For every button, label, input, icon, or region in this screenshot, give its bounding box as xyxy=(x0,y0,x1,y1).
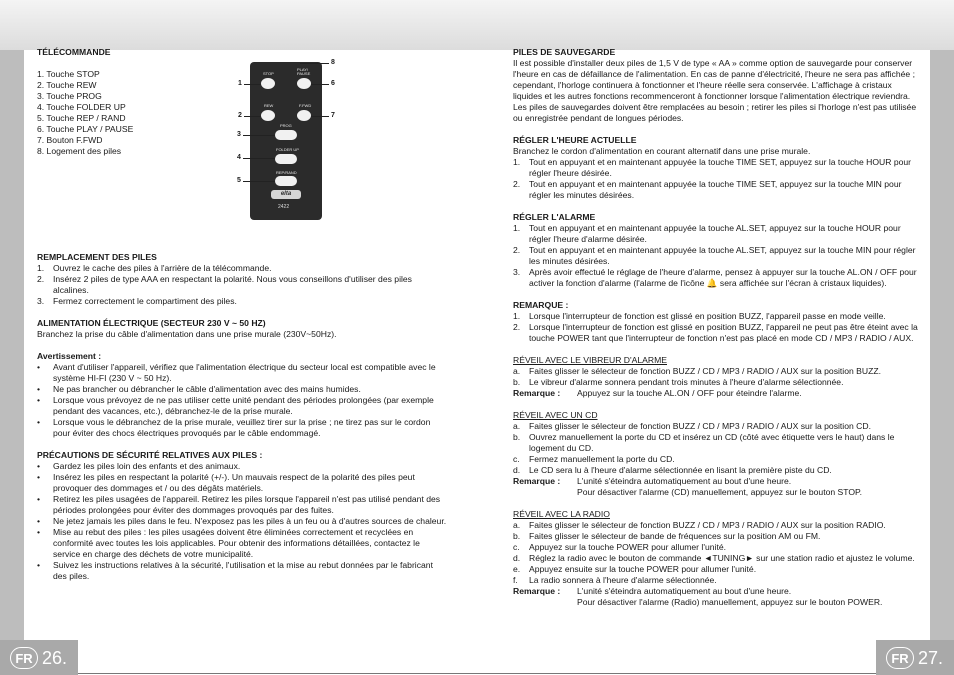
cd-steps xyxy=(513,421,921,476)
list-item xyxy=(513,179,921,201)
list-item: 2. Touche REW xyxy=(37,80,97,90)
list-item xyxy=(37,461,449,472)
language-badge: FR xyxy=(10,647,38,669)
ffwd-label: F.FWD xyxy=(299,103,312,108)
list-item: 3. Touche PROG xyxy=(37,91,102,101)
list-item: 7. Bouton F.FWD xyxy=(37,135,103,145)
list-item xyxy=(513,267,921,289)
list-marker: d. xyxy=(513,465,521,475)
bullet-icon: • xyxy=(37,560,41,570)
list-item: 8. Logement des piles xyxy=(37,146,122,156)
callout-5: 5 xyxy=(237,177,241,184)
cd-title: RÉVEIL AVEC UN CD xyxy=(513,410,598,420)
callout-line xyxy=(311,116,329,117)
radio-steps xyxy=(513,520,921,586)
power-text: Branchez la prise du câble d'alimentation dans une prise murale (230V~50Hz). xyxy=(37,329,337,339)
list-item-text: Faites glisser le sélecteur de fonction BUZZ / CD / MP3 / RADIO / AUX sur la position RADIO. xyxy=(529,520,886,530)
bullet-icon: • xyxy=(37,362,41,372)
list-item xyxy=(513,223,921,245)
list-marker: 2. xyxy=(37,274,45,284)
list-item: 5. Touche REP / RAND xyxy=(37,113,126,123)
rew-button xyxy=(261,110,275,121)
list-item xyxy=(513,454,921,465)
list-item-text: Ouvrez manuellement la porte du CD et insérez un CD (côté avec étiquette vers le haut) dans le logement du CD. xyxy=(529,432,895,453)
warning-title: Avertissement : xyxy=(37,351,102,361)
radio-remark xyxy=(513,586,921,597)
prog-button xyxy=(275,130,297,140)
rep-rand-label: REP/RAND xyxy=(276,170,297,175)
list-item-text: Faites glisser le sélecteur de fonction BUZZ / CD / MP3 / RADIO / AUX sur la position CD. xyxy=(529,421,871,431)
list-item xyxy=(37,384,449,395)
list-marker: f. xyxy=(513,575,518,585)
list-item xyxy=(513,542,921,553)
list-item: 6. Touche PLAY / PAUSE xyxy=(37,124,134,134)
list-item xyxy=(37,516,449,527)
callout-line xyxy=(243,135,275,136)
list-marker: 3. xyxy=(37,296,45,306)
list-item-text: Ne jetez jamais les piles dans le feu. N'exposez pas les piles à un feu ou à d'autres sources de chaleur. xyxy=(53,516,447,526)
callout-line xyxy=(244,116,261,117)
callout-7: 7 xyxy=(331,112,335,119)
alarm-steps xyxy=(513,223,921,289)
list-item-text: Suivez les instructions relatives à la sécurité, l'utilisation et la mise au rebut données par le fabricant des piles. xyxy=(53,560,433,581)
bullet-icon: • xyxy=(37,494,41,504)
page-number-left xyxy=(10,646,67,670)
list-item xyxy=(513,157,921,179)
cd-remark xyxy=(513,476,921,487)
list-item-text: Tout en appuyant et en maintenant appuyée la touche TIME SET, appuyez sur la touche MIN pour régler les minutes désirées. xyxy=(529,179,902,200)
list-item xyxy=(37,417,449,439)
time-intro: Branchez le cordon d'alimentation en courant alternatif dans une prise murale. xyxy=(513,146,811,156)
backup-text: Il est possible d'installer deux piles de 1,5 V de type « AA » comme option de sauvegarde pour conserver l'heure en cas de défaillance de l'alimentation. En cas de panne d'électricité, l'heure ne sera pas affichée ; cependant, l'horloge continuera à fonctionner et l'heure réelle sera conservée. L'affichage à cristaux liquides et les autres fonctions recommenceront à fonctionner lorsque l'alimentation électrique reviendra. Les piles de sauvegardes doivent être remplacées au besoin ; retirer les piles si l'horloge n'est pas utilisée ou enregistrée pendant de longues périodes. xyxy=(513,58,917,123)
remark-list xyxy=(513,311,921,344)
brand-logo: elta xyxy=(271,190,301,199)
list-item xyxy=(513,366,921,377)
bullet-icon: • xyxy=(37,516,41,526)
callout-6: 6 xyxy=(331,80,335,87)
play-pause-label: PLAY/ PAUSE xyxy=(297,67,311,76)
remark-key: Remarque : xyxy=(513,586,561,596)
list-item-text: Insérez les piles en respectant la polarité (+/-). Un mauvais respect de la polarité des piles peut provoquer des dommages et / ou des dégâts matériels. xyxy=(53,472,415,493)
list-item-text: La radio sonnera à l'heure d'alarme sélectionnée. xyxy=(529,575,717,585)
list-item-text: Ouvrez le cache des piles à l'arrière de la télécommande. xyxy=(53,263,272,273)
header-band xyxy=(0,0,954,50)
folder-up-button xyxy=(275,154,297,164)
callout-line xyxy=(244,84,261,85)
list-item xyxy=(37,494,449,516)
list-item-text: Appuyez ensuite sur la touche POWER pour allumer l'unité. xyxy=(529,564,757,574)
rep-rand-button xyxy=(275,176,297,186)
list-marker: 1. xyxy=(513,157,521,167)
list-item-text: Le vibreur d'alarme sonnera pendant trois minutes à l'heure d'alarme sélectionnée. xyxy=(529,377,844,387)
list-item xyxy=(513,575,921,586)
rew-label: REW xyxy=(264,103,274,108)
list-item-text: Insérez 2 piles de type AAA en respectant la polarité. Nous vous conseillons d'utiliser des piles alcalines. xyxy=(53,274,412,295)
list-item xyxy=(513,564,921,575)
bullet-icon: • xyxy=(37,417,41,427)
model-number: 2422 xyxy=(278,204,290,210)
list-item-text: Tout en appuyant et en maintenant appuyée la touche AL.SET, appuyez sur la touche HOUR pour régler l'heure d'alarme désirée. xyxy=(529,223,901,244)
list-item-text: Lorsque l'interrupteur de fonction est glissé en position BUZZ, l'appareil passe en mode veille. xyxy=(529,311,886,321)
alarm-title: RÉGLER L'ALARME xyxy=(513,212,596,222)
buzz-remark xyxy=(513,388,921,399)
buzz-steps xyxy=(513,366,921,388)
list-item-text: Fermez correctement le compartiment des piles. xyxy=(53,296,237,306)
callout-2: 2 xyxy=(238,112,242,119)
list-marker: 1. xyxy=(513,223,521,233)
time-title: RÉGLER L'HEURE ACTUELLE xyxy=(513,135,637,145)
remark-text-2: Pour désactiver l'alarme (CD) manuellement, appuyez sur le bouton STOP. xyxy=(577,487,863,497)
page-number: 26. xyxy=(42,647,68,668)
backup-title: PILES DE SAUVEGARDE xyxy=(513,47,616,57)
list-item xyxy=(37,472,449,494)
list-item xyxy=(37,527,449,560)
list-item xyxy=(37,395,449,417)
remark-text: L'unité s'éteindra automatiquement au bout d'une heure. xyxy=(577,476,792,486)
left-margin-band xyxy=(0,50,24,675)
list-marker: 2. xyxy=(513,245,521,255)
list-marker: e. xyxy=(513,564,521,574)
callout-1: 1 xyxy=(238,80,242,87)
remark-text: L'unité s'éteindra automatiquement au bout d'une heure. xyxy=(577,586,792,596)
right-page xyxy=(513,47,921,608)
remark-text-2: Pour désactiver l'alarme (Radio) manuellement, appuyez sur le bouton POWER. xyxy=(577,597,883,607)
callout-line xyxy=(311,84,329,85)
prog-label: PROG xyxy=(280,123,292,128)
list-item xyxy=(37,274,449,296)
play-pause-button xyxy=(297,78,311,89)
list-marker: 1. xyxy=(513,311,521,321)
remark-key: Remarque : xyxy=(513,476,561,486)
language-badge: FR xyxy=(886,647,914,669)
stop-button xyxy=(261,78,275,89)
list-item-text: Gardez les piles loin des enfants et des animaux. xyxy=(53,461,241,471)
stop-label: STOP xyxy=(263,71,274,76)
list-marker: 2. xyxy=(513,179,521,189)
list-marker: c. xyxy=(513,454,520,464)
list-item-text: Faites glisser le sélecteur de fonction BUZZ / CD / MP3 / RADIO / AUX sur la position BUZZ. xyxy=(529,366,881,376)
time-steps xyxy=(513,157,921,201)
list-item xyxy=(513,432,921,454)
remote-button-list xyxy=(37,69,237,157)
list-item xyxy=(513,465,921,476)
list-item: 4. Touche FOLDER UP xyxy=(37,102,126,112)
warning-list xyxy=(37,362,449,439)
page-number: 27. xyxy=(918,647,944,668)
list-item-text: Tout en appuyant et en maintenant appuyée la touche TIME SET, appuyez sur la touche HOUR pour régler l'heure désirée. xyxy=(529,157,912,178)
list-marker: b. xyxy=(513,531,521,541)
list-item xyxy=(37,296,449,307)
callout-4: 4 xyxy=(237,154,241,161)
power-title: ALIMENTATION ÉLECTRIQUE (SECTEUR 230 V ~ 50 HZ) xyxy=(37,318,266,328)
list-item-text: Lorsque vous prévoyez de ne pas utiliser cette unité pendant des périodes prolongées (par exemple pendant des vacances, etc.), débranchez-le de la prise murale. xyxy=(53,395,434,416)
callout-line xyxy=(243,158,275,159)
bullet-icon: • xyxy=(37,461,41,471)
list-item-text: Tout en appuyant et en maintenant appuyée la touche AL.SET, appuyez sur la touche MIN pour régler les minutes désirées. xyxy=(529,245,916,266)
list-item-text: Ne pas brancher ou débrancher le câble d'alimentation avec des mains humides. xyxy=(53,384,361,394)
list-item-text: Mise au rebut des piles : les piles usagées doivent être éliminées correctement et recyclées en conformité avec toutes les lois applicables. Pour obtenir des informations détaillées, contactez le service en charge des déchets de votre municipalité. xyxy=(53,527,420,559)
list-item xyxy=(37,263,449,274)
list-item-text: Après avoir effectué le réglage de l'heure d'alarme, pensez à appuyer sur la touche AL.ON / OFF pour activer la fonction d'alarme (l'alarme de l'icône 🔔 sera affichée sur l'écran à cristaux liquides). xyxy=(529,267,917,288)
list-item-text: Fermez manuellement la porte du CD. xyxy=(529,454,675,464)
callout-line xyxy=(243,181,275,182)
remark-title: REMARQUE : xyxy=(513,300,569,310)
list-item-text: Faites glisser le sélecteur de bande de fréquences sur la position AM ou FM. xyxy=(529,531,821,541)
list-item xyxy=(513,311,921,322)
list-marker: c. xyxy=(513,542,520,552)
remote-title: TÉLÉCOMMANDE xyxy=(37,47,111,57)
list-item xyxy=(513,531,921,542)
left-page xyxy=(37,47,449,582)
callout-3: 3 xyxy=(237,131,241,138)
list-item xyxy=(513,377,921,388)
safety-list xyxy=(37,461,449,582)
right-margin-band xyxy=(930,50,954,675)
list-item: 1. Touche STOP xyxy=(37,69,100,79)
bullet-icon: • xyxy=(37,395,41,405)
list-item xyxy=(513,322,921,344)
callout-line xyxy=(300,63,329,64)
list-item xyxy=(513,421,921,432)
list-item-text: Lorsque vous le débranchez de la prise murale, veuillez tirer sur la prise ; ne tirez pas sur le cordon pour éviter des chocs électriques provoqués par le câble endommagé. xyxy=(53,417,431,438)
safety-title: PRÉCAUTIONS DE SÉCURITÉ RELATIVES AUX PILES : xyxy=(37,450,263,460)
footer-rule xyxy=(78,673,876,674)
list-item xyxy=(513,553,921,564)
list-item-text: Réglez la radio avec le bouton de commande ◄TUNING► sur une station radio et ajustez le volume. xyxy=(529,553,915,563)
folder-up-label: FOLDER UP xyxy=(276,147,299,152)
list-marker: a. xyxy=(513,366,521,376)
bullet-icon: • xyxy=(37,527,41,537)
list-item-text: Retirez les piles usagées de l'appareil. Retirez les piles lorsque l'appareil n'est pas utilisé pendant des périodes prolongées pour éviter des dommages provoqués par des fuites. xyxy=(53,494,441,515)
remark-text: Appuyez sur la touche AL.ON / OFF pour éteindre l'alarme. xyxy=(577,388,802,398)
list-marker: 3. xyxy=(513,267,521,277)
list-item xyxy=(37,362,449,384)
list-marker: b. xyxy=(513,377,521,387)
list-item xyxy=(513,520,921,531)
list-marker: d. xyxy=(513,553,521,563)
bullet-icon: • xyxy=(37,384,41,394)
list-marker: 1. xyxy=(37,263,45,273)
list-item-text: Lorsque l'interrupteur de fonction est glissé en position BUZZ, l'appareil ne peut pas être éteint avec la touche POWER tant que l'interrupteur de fonction n'est pas placé en mode CD / MP3 / RADIO / AUX. xyxy=(529,322,918,343)
list-marker: a. xyxy=(513,421,521,431)
page-number-right xyxy=(886,646,943,670)
radio-title: RÉVEIL AVEC LA RADIO xyxy=(513,509,610,519)
callout-8: 8 xyxy=(331,59,335,66)
replace-title: REMPLACEMENT DES PILES xyxy=(37,252,157,262)
remote-control-illustration xyxy=(250,62,322,220)
list-marker: b. xyxy=(513,432,521,442)
list-item xyxy=(513,245,921,267)
list-item-text: Avant d'utiliser l'appareil, vérifiez que l'alimentation électrique du secteur local est compatible avec le système HI-FI (230 V ~ 50 Hz). xyxy=(53,362,436,383)
list-item xyxy=(37,560,449,582)
bullet-icon: • xyxy=(37,472,41,482)
list-item-text: Le CD sera lu à l'heure d'alarme sélectionnée en lisant la première piste du CD. xyxy=(529,465,832,475)
list-marker: 2. xyxy=(513,322,521,332)
list-marker: a. xyxy=(513,520,521,530)
ffwd-button xyxy=(297,110,311,121)
list-item-text: Appuyez sur la touche POWER pour allumer l'unité. xyxy=(529,542,727,552)
buzz-title: RÉVEIL AVEC LE VIBREUR D'ALARME xyxy=(513,355,667,365)
replace-steps xyxy=(37,263,449,307)
remark-key: Remarque : xyxy=(513,388,561,398)
